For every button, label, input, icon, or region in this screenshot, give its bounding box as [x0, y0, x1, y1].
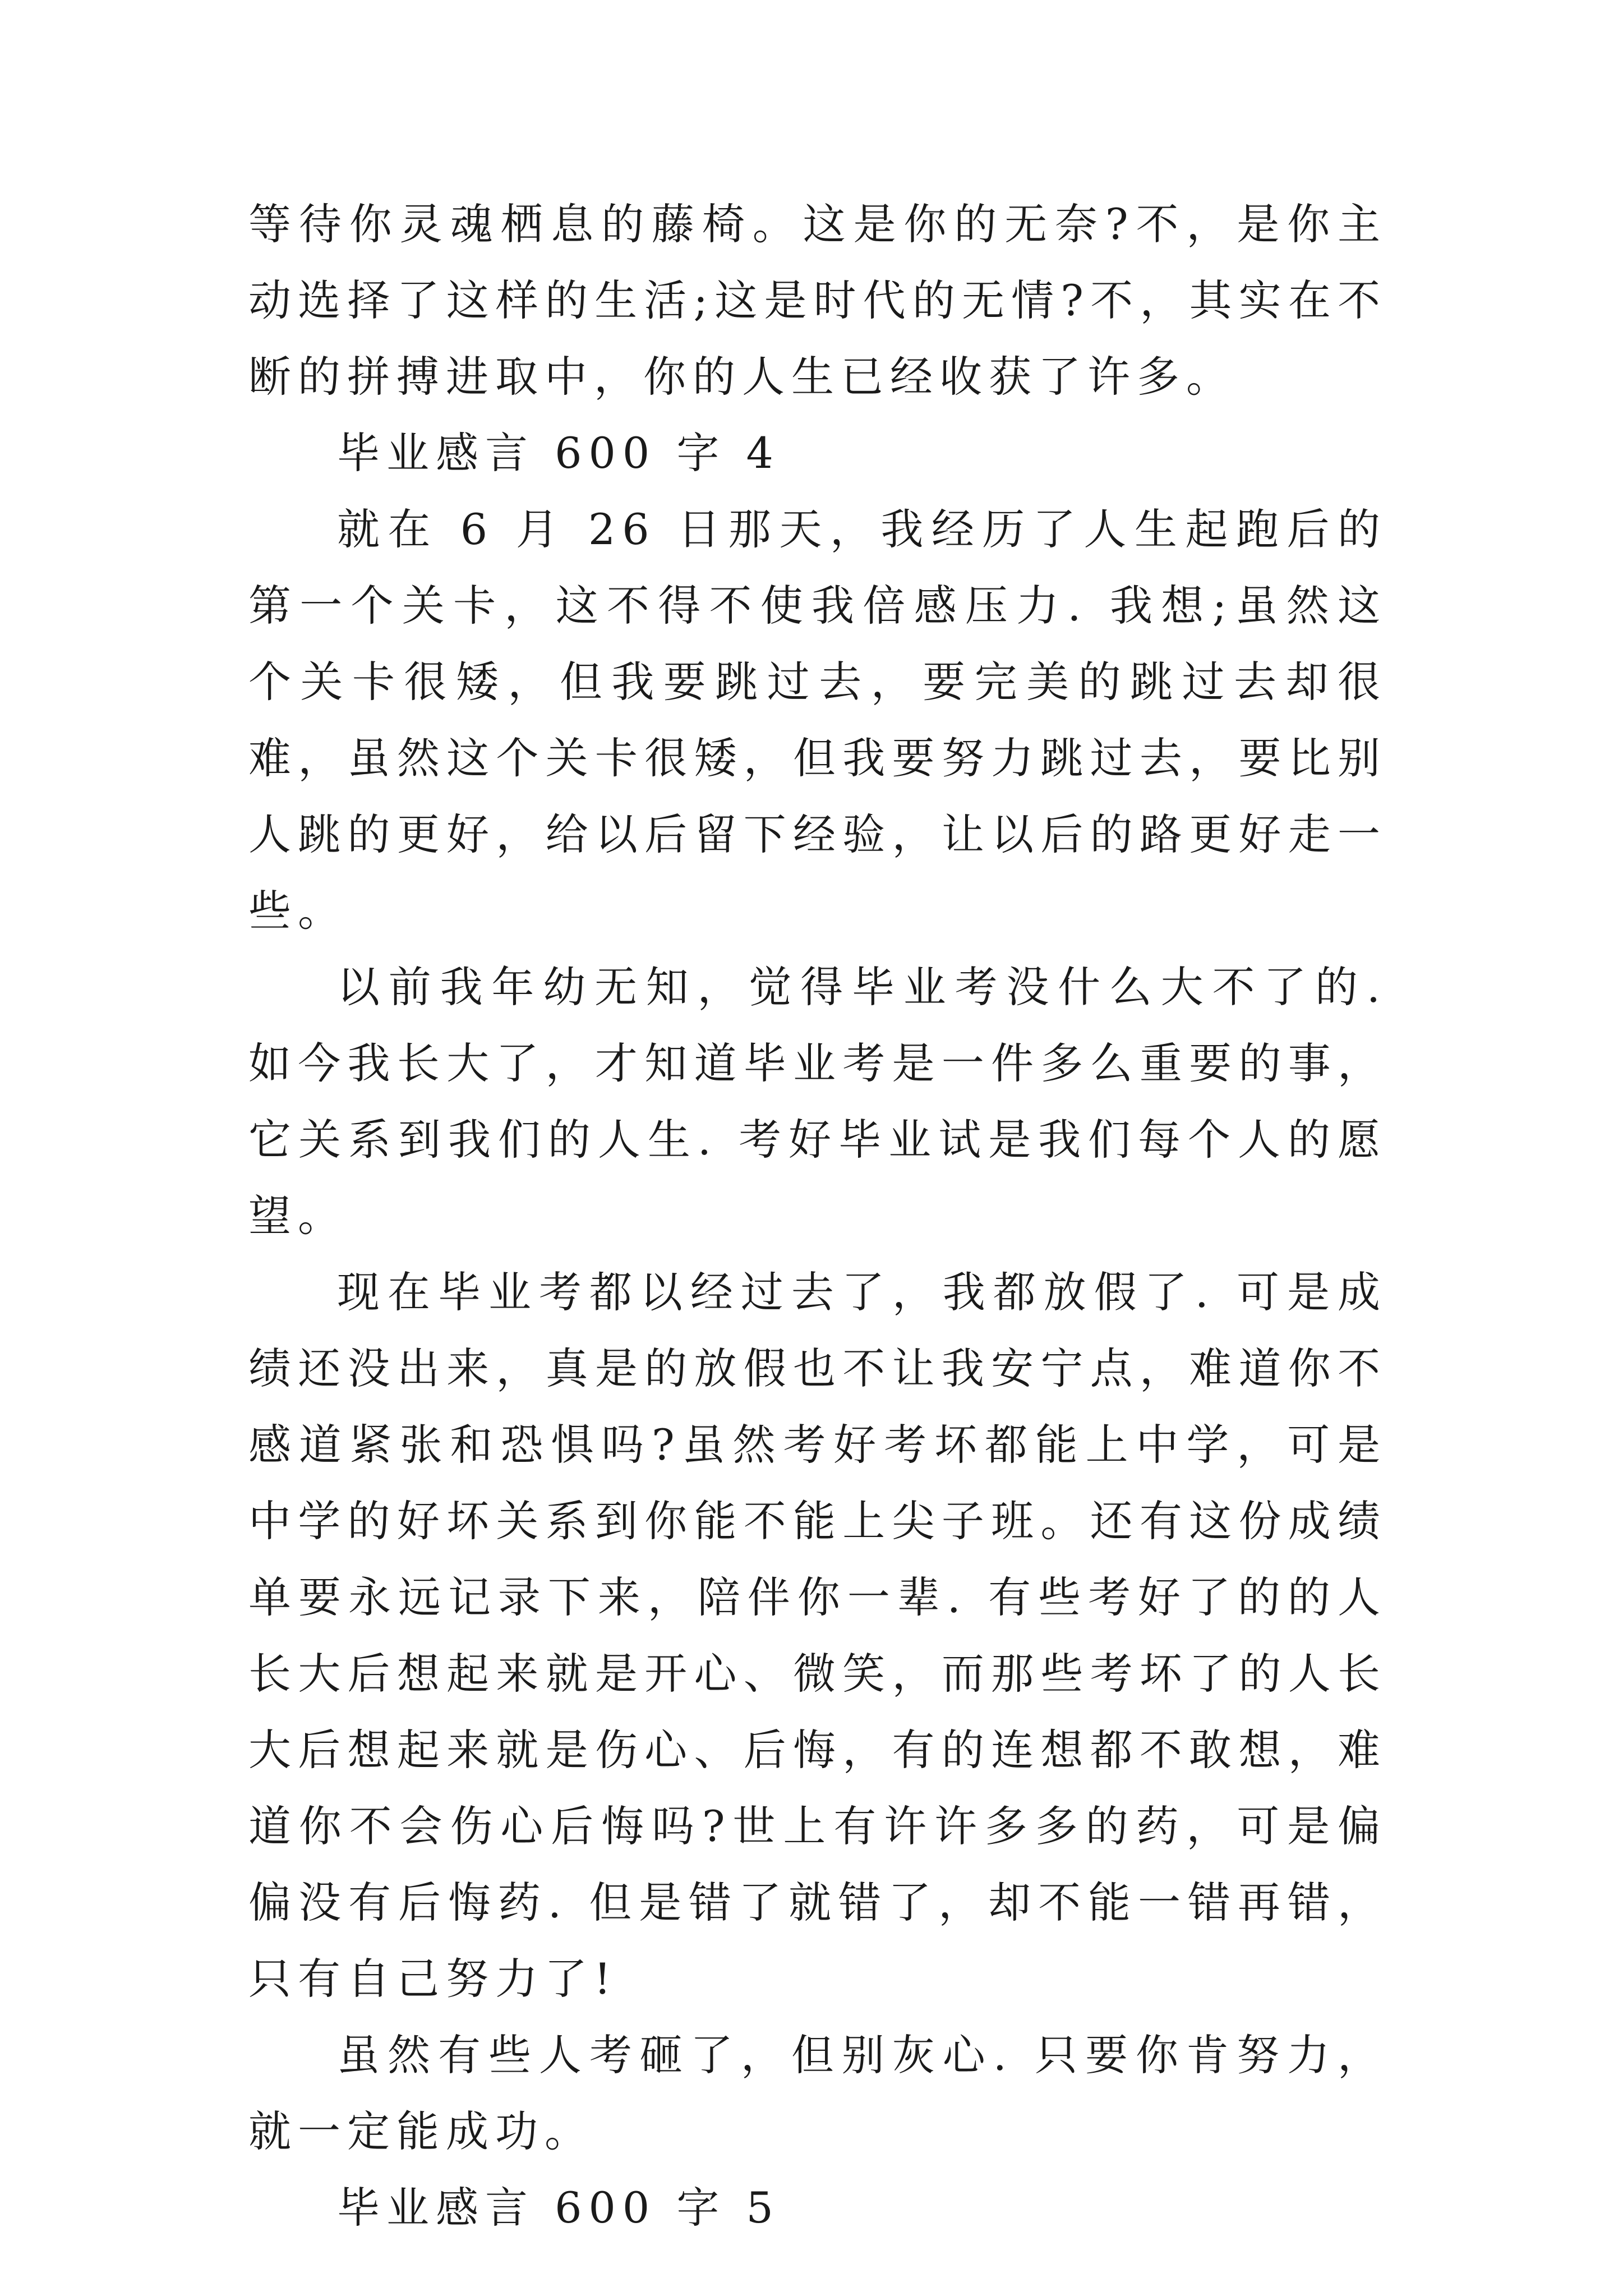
- document-body: [248, 186, 1387, 2246]
- paragraph-continuation: 等待你灵魂栖息的藤椅。这是你的无奈?不，是你主动选择了这样的生活;这是时代的无情?不，其实在不断的拼搏进取中，你的人生已经收获了许多。: [248, 199, 1387, 402]
- paragraph-encouragement: 虽然有些人考砸了，但别灰心. 只要你肯努力，就一定能成功。: [248, 2030, 1387, 2156]
- section-heading-4: 毕业感言 600 字 4: [337, 428, 780, 478]
- section-heading-5: 毕业感言 600 字 5: [337, 2183, 780, 2233]
- paragraph-waiting-results: 现在毕业考都以经过去了，我都放假了. 可是成绩还没出来，真是的放假也不让我安宁点，难道你不感道紧张和恐惧吗?虽然考好考坏都能上中学，可是中学的好坏关系到你能不能上尖子班。还有这份成绩单要永远记录下来，陪伴你一辈. 有些考好了的的人长大后想起来就是开心、微笑，而那些考坏了的人长大后想起来就是伤心、后悔，有的连想都不敢想，难道你不会伤心后悔吗?世上有许许多多的药，可是偏偏没有后悔药. 但是错了就错了，却不能一错再错，只有自己努力了!: [248, 1267, 1387, 2004]
- paragraph-past-ignorance: 以前我年幼无知，觉得毕业考没什么大不了的. 如今我长大了，才知道毕业考是一件多么重要的事，它关系到我们的人生. 考好毕业试是我们每个人的愿望。: [248, 962, 1387, 1241]
- paragraph-exam-day: 就在 6 月 26 日那天，我经历了人生起跑后的第一个关卡，这不得不使我倍感压力. 我想;虽然这个关卡很矮，但我要跳过去，要完美的跳过去却很难，虽然这个关卡很矮，但我要努力跳过去，要比别人跳的更好，给以后留下经验，让以后的路更好走一些。: [248, 504, 1387, 936]
